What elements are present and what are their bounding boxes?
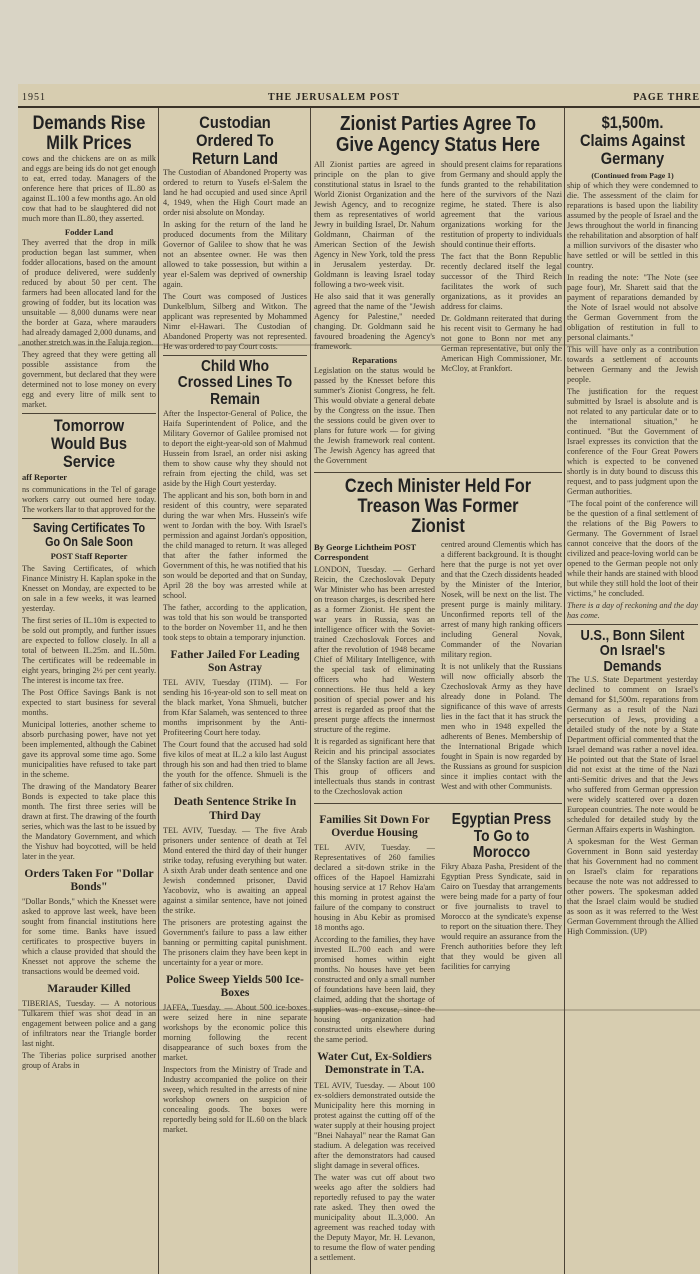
column-1 [22,114,156,1270]
article-text: The U.S. State Department yesterday declined to comment on Israel's demand for $1,500m. reparations from Germany as a result of the Nazi persecution of Jews, providing a detailed study of the note by a State Department official commented that the Israel demand was rather a novel idea. He pointed out that the State of Israel did not exist at the time of the Nazi anti-Semitic drives and that the Jews who suffered from German oppression were widely scattered over a dozen European countries. The note would be scheduled for detailed study by the German Affairs experts in Washington. [567,674,698,834]
article-text: The Court was composed of Justices Dunkelblum, Silberg and Witkon. The applicant was represented by Mohammed Nimr el-Hawari. The Custodian of Abandoned Property was not represented. He was ordered to pay Court costs. [163,291,307,351]
article-text: He also said that it was generally agreed that the name of the "Jewish Agency for Palestine," needed changing. Dr. Goldmann said he favoured broadening the Agency's framework. [314,292,435,351]
headline-zionist-parties: Zionist Parties Agree To Give Agency Status Here [336,114,540,156]
headline-claims-against-germany: $1,500m. Claims Against Germany [579,114,686,168]
newspaper-clipping [18,84,700,1274]
headline-families-sit-down: Families Sit Down For Overdue Housing [319,813,430,840]
column-divider [564,108,565,1274]
article-text: The water was cut off about two weeks ago after the soldiers had reportedly refused to pay the water rate asked. They then owed the municipality about IL.3,000. An agreement was reached today with the Deputy Mayor, Mr. H. Levanon, to resume the flow of water pending a settlement. [314,1172,435,1262]
article-text: ship of which they were condemned to die. The assessment of the claim for reparations is based upon the liability assumed by the people of Israel and the Jews throughout the world in financing the rehabilitation and absorption of half a million survivors of the disaster who have settled or will be settled in this country. [567,180,698,270]
divider [567,624,698,625]
article-text: cows and the chickens are on as milk and eggs are being ids do not get enough to eat, erred today. Managers of the onference here that prices of IL.80 as against IL.100 a few months ago. An old cow that had to be slaughtered did not much more than IL.80, they asserted. [22,153,156,223]
article-text: The Custodian of Abandoned Property was ordered to return to Yusefs el-Salem the land he had occupied and used since April 4, 1949, when the High Court made an order nisi absolute on Monday. [163,167,307,217]
article-text: This will have only as a contribution towards a settlement of accounts between Germany and the Jewish people. [567,344,698,384]
article-text: The Court found that the accused had sold five kilos of meat at IL.2 a kilo last August through his son and had then tried to blame the youth for the offence. Shmueli is the father of six children. [163,740,307,790]
article-text: The prisoners are protesting against the Government's failure to pass a law either banning or permitting capital punishment. The prisoners claim they have been kept in uncertainty for a year or more. [163,917,307,967]
article-text: centred around Clementis which has a different background. It is thought here that the purge is not yet over and that the Czech dissidents headed by the Minister of the Interior, Nosek, will be next on the list. The present purge is mainly military. Unconfirmed reports tell of the arrest of many high ranking officers including General Novak, Commander of the Novarian military region. [441,539,562,659]
article-text: TEL AVIV, Tuesday. — The five Arab prisoners under sentence of death at Tel Mond entered the third day of their hunger strike today, refusing everything but water. A sixth Arab under death sentence and one Jewish condemned prisoner, David Yacoboviz, who is awaiting an appeal against a similar sentence, have not joined the strike. [163,825,307,915]
masthead-rule [18,106,700,108]
article-text: Legislation on the status would be passed by the Knesset before this summer's Zionist Congress, he felt. This would obviate a general debate by the Congress on the issue. Then the sessions could be given over to plans for future work — for giving the Jewish framework real content. The Jewish Agency has agreed that the Government [314,366,435,465]
subhead-fodder-land: Fodder Land [64,226,114,237]
article-text: should present claims for reparations from Germany and should apply the funds granted to the rehabilitation here of the survivors of the Nazi regime, he stated. There is also agreement that the various organizations working for the restitution of property to individuals should continue their efforts. [441,160,562,249]
article-text: After the Inspector-General of Police, the Haifa Superintendent of Police, and the Military Governor of Galilee promised not to deport the eight-year-old son of Mahmud Hussein from Israel, an order nisi asking them to show cause why they should not refrain from ejecting the child, was set aside by the High Court yesterday. [163,408,307,488]
article-text: The Saving Certificates, of which Finance Ministry H. Kaplan spoke in the Knesset on Monday, are expected to be on sale in a few weeks, it was learned yesterday. [22,563,156,613]
headline-death-sentence-strike: Death Sentence Strike In Third Day [173,796,297,822]
article-text: The Post Office Savings Bank is not expected to start business for several months. [22,687,156,717]
divider [22,518,156,519]
column-2 [163,114,307,1270]
headline-custodian: Custodian Ordered To Return Land [191,114,279,168]
divider [314,803,562,804]
article-text: There is a day of reckoning and the day has come. [567,600,698,620]
article-text: The applicant and his son, both born in and resident of this country, were separated during the war when Mrs. Hussein's wife went to Jordan with the boy. With Israel's permission and against Jordan's opposition, the child managed to return. It was alleged that after the father informed the Government of this, he was notified that his son would be deported and that on Sunday, April 28 the boy was arrested while at school. [163,490,307,600]
article-text: Inspectors from the Ministry of Trade and Industry accompanied the police on their sweep, which resulted in the arrests of nine workshop owners on suspicion of concealing goods. The boxes were reportedly being sold for IL.60 on the black market. [163,1065,307,1135]
headline-us-bonn-silent: U.S., Bonn Silent On Israel's Demands [580,626,685,676]
article-text: "The focal point of the conference will be the question of a final settlement of the relations of the Big Powers to Germany. The Government of Israel cannot conceive that the doors of the civilized and peace-loving world can be opened to the German people not only while their hands are stained with blood but while they still hold the loot of their victims," he concluded. [567,498,698,598]
column-divider [310,108,311,1274]
article-text: In reading the note: "The Note (see page four), Mr. Sharett said that the payment of reparations demanded by the Note of Israel would not absolve the German Government from the obligation of restitution in full to personal claimants." [567,272,698,342]
article-text: It is not unlikely that the Russians will now officially absorb the Czechoslovak Army as they have already done in Poland. The significance of this wave of arrests lies in the fact that it has struck the men who in 1948 expelled the adherents of Benes. Membership of the International Brigade which fought in Spain is now regarded by the Russians as ground for suspicion since it implies contact with the West and with other Communists. [441,661,562,791]
byline: aff Reporter [22,472,68,483]
article-text: JAFFA, Tuesday. — About 500 ice-boxes were seized here in nine separate workshops by the economic police this morning following the recent disappearance of such boxes from the market. [163,1003,307,1063]
article-text: TEL AVIV, Tuesday (ITIM). — For sending his 16-year-old son to sell meat on the black market, Yona Shmueli, butcher from Kfar Salameh, was sentenced to three months imprisonment by the Anti-Profiteering Court here today. [163,678,307,738]
headline-milk-prices: Demands Rise Milk Prices [32,114,146,154]
article-text: The drawing of the Mandatory Bearer Bonds is expected to take place this month. The first three series will be drawn at first. The drawing of the fourth series, which was the last to be issued by the Mandatory Government, and which the Yishuv had boycotted, will be held later in the year. [22,781,156,861]
divider [22,413,156,414]
headline-bus-service: Tomorrow Would Bus Service [50,415,128,471]
fold-crease [18,344,700,346]
article-text: LONDON, Tuesday. — Gerhard Reicin, the Czechoslovak Deputy War Minister who has been arrested on treason charges, is described here as a former Zionist. He spent the war years in Russia, was an intelligence officer with the Soviet-trained Czechoslovak Forces and after the revolution of 1948 became Chief of Military Intelligence, with the special task of eliminating officers who had Western connections. He thus held a key position of special power and his arrest is regarded as proof that the present purge affects the innermost structure of the regime. [314,564,435,734]
article-text: Dr. Goldmann reiterated that during his recent visit to Germany he had not gone to Bonn nor met any German representative, but only the American High Commissioner, Mr. McCloy, at Frankfort. [441,314,562,373]
headline-marauder-killed: Marauder Killed [47,983,131,996]
divider [314,472,562,473]
headline-czech-minister: Czech Minister Held For Treason Was Former Zionist [344,476,532,537]
article-text: Municipal lotteries, another scheme to absorb purchasing power, have not yet been implemented, although the Cabinet gave its approval some time ago. Some municipalities have refused to take part in the scheme. [22,719,156,779]
article-text: The Tiberias police surprised another group of Arabs in [22,1051,156,1071]
continued-note: (Continued from Page 1) [591,170,674,180]
byline: By George Lichtheim POST Correspondent [314,541,417,562]
headline-father-jailed: Father Jailed For Leading Son Astray [170,648,300,675]
article-text: According to the families, they have invested IL.700 each and were promised homes within eight months. No houses have yet been constructed and only a small number of foundations have been laid, they claimed, adding that the shortage of supplies was no excuse, since the housing organization had constructed units elsewhere during the same period. [314,935,435,1045]
article-text: All Zionist parties are agreed in principle on the plan to give constitutional status in Israel to the World Zionist Organization and the Jewish Agency, and to recognize them as representatives of world Jewry in building Israel, Dr. Nahum Goldmann, Chairman of the American Section of the Jewish Agency in New York, told the press in Jerusalem yesterday. Dr. Goldmann is leaving Israel today following a two-week visit. [314,160,435,289]
article-text: The first series of IL.10m is expected to be sold out promptly, and further issues are expected to follow closely. In all a total of between IL.25m. and IL.50m. The certificates will be redeemable in eight years, bringing 2½ per cent yearly. The interest is income tax free. [22,615,156,685]
headline-dollar-bonds: Orders Taken For "Dollar Bonds" [24,867,154,893]
fold-crease [18,1009,700,1011]
headline-saving-certificates: Saving Certificates To Go On Sale Soon [32,521,146,549]
article-text: In asking for the return of the land he produced documents from the Military Governor of Galilee to show that he was not an absentee owner. He was then allowed to take possession, but within a year el-Salem was deprived of ownership again. [163,219,307,289]
masthead-page: PAGE THRE [633,92,700,103]
subhead-reparations: Reparations [352,355,397,365]
article-text: They averred that the drop in milk production began last summer, when fodder allocations, based on the amount of produce delivered, were suddenly reduced by about 50 per cent. The farmers had been allocated land for the growing of fodder, but its location was unsuitable — 8,000 dunams were near the border at Gaza, where marauders had already damaged 2,000 dunams, and another stretch was in the Faluja region. [22,237,156,347]
headline-child-crossed-lines: Child Who Crossed Lines To Remain [177,357,293,409]
masthead-paper-name: THE JERUSALEM POST [268,92,400,103]
article-text: It is regarded as significant here that Reicin and his principal associates of the Slansky faction are all Jews. This group of officers and intellectuals thus stands in contrast to the Czechoslovak action [314,736,435,796]
byline: POST Staff Reporter [50,550,128,561]
article-text: ns communications in the Tel of garage workers carry out ourned here today. The workers llar to that approved for the [22,485,156,515]
article-text: TEL AVIV, Tuesday. — About 100 ex-soldiers demonstrated outside the Municipality here this morning in protest against the cutting off of the water supply at their housing project "Bnei Nahayal" near the Ramat Gan stadium. A delegation was received after the demonstrators had caused slight damage in several offices. [314,1080,435,1170]
article-text: The fact that the Bonn Republic recently declared itself the legal successor of the Third Reich facilitates the work of such organizations, as it provides an address for claims. [441,252,562,311]
masthead [18,90,700,106]
article-text: The father, according to the application, was told that his son would be transported to the border on November 11, and he then took steps to obtain a temporary injunction. [163,602,307,642]
headline-egyptian-press: Egyptian Press To Go to Morocco [451,810,552,862]
article-text: TEL AVIV, Tuesday. — Representatives of 260 families declared a sit-down strike in the offices of the Hapoel Hamizrahi housing service at 17 Rehov Ha'am this morning in protest against the failure of the company to construct housing in Abu Kebir as promised 18 months ago. [314,843,435,933]
article-text: They agreed that they were getting all possible assistance from the government, but declared that they were determined not to lose money on every egg and every litre of milk sent to market. [22,349,156,409]
article-text: TIBERIAS, Tuesday. — A notorious Tulkarem thief was shot dead in an engagement between police and a gang of infiltrators near the Triangle border last night. [22,999,156,1049]
divider [163,355,307,356]
headline-water-cut: Water Cut, Ex-Soldiers Demonstrate in T.A. [317,1051,432,1077]
column-4 [567,114,698,1270]
headline-police-sweep: Police Sweep Yields 500 Ice-Boxes [166,973,304,1000]
article-text: A spokesman for the West German Government in Bonn said yesterday that his Government had no comment on Israel's claim for reparations because the note was not addressed to other powers. The spokesman added that the Israel claim would be studied as soon as it was referred to the West German Government through the Allied High Commission. (UP) [567,836,698,936]
article-text: The justification for the request submitted by Israel is absolute and is not related to any particular date or to the international situation," he continued. "But the Government of Israel expresses its conviction that the conference of the Four Great Powers which is expected to be convened shortly is in duty bound to discuss this request, and to pass judgment upon the German authorities. [567,386,698,496]
column-3 [314,114,562,1270]
column-divider [158,108,159,1274]
article-text: Fikry Abaza Pasha, President of the Egyptian Press Syndicate, said in Cairo on Tuesday that arrangements were being made for a party of four or five journalists to travel to Morocco at the syndicate's expense to report on the situation there. They would require an assurance from the French authorities before they left that they would be given all facilities for carrying [441,862,562,972]
masthead-date: 1951 [22,92,46,103]
article-text: "Dollar Bonds," which the Knesset were asked to approve last week, have been sought from financial institutions here for some time. Banks have issued certificates to prospective buyers in which a clause provided that should the Knesset not approve the scheme the transactions would be deemed void. [22,897,156,977]
